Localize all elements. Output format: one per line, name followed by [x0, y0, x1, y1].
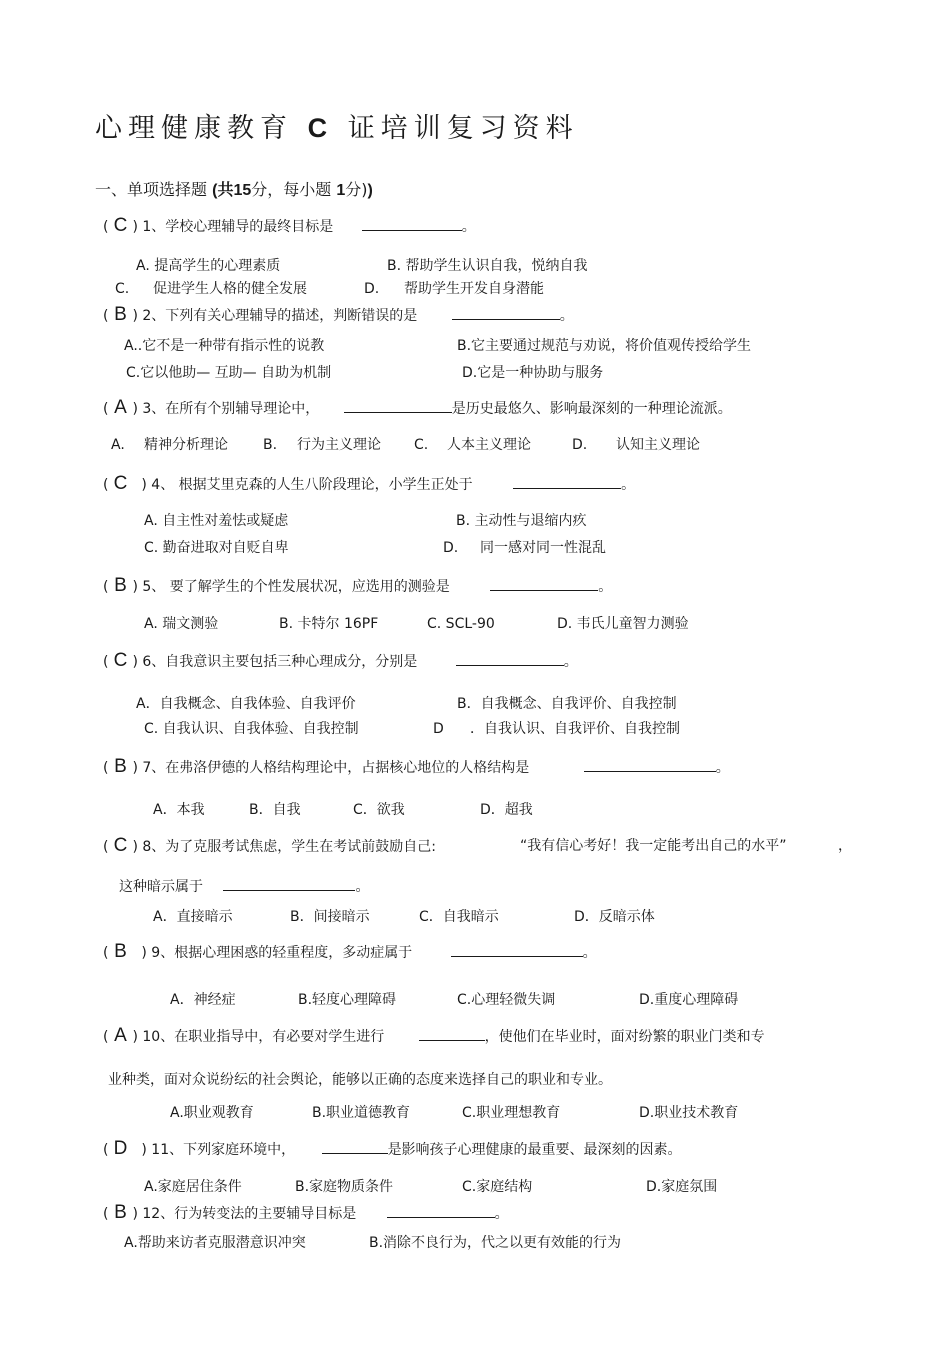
- option-b: B．间接暗示: [290, 909, 370, 925]
- option-b: B. 帮助学生认识自我，悦纳自我: [387, 258, 588, 274]
- answer-blank: [584, 757, 716, 772]
- option-d: ．自我认识、自我评价、自我控制: [470, 721, 680, 737]
- option-b: B．自我概念、自我评价、自我控制: [457, 696, 677, 712]
- section-count: 15: [233, 182, 252, 199]
- question-8-continued: [119, 876, 369, 897]
- answer-blank: [451, 942, 583, 957]
- question-stem-end: 是影响孩子心理健康的最重要、最深刻的因素。: [387, 1142, 682, 1158]
- option-b: B.它主要通过规范与劝说，将价值观传授给学生: [457, 338, 752, 354]
- option-b: 行为主义理论: [297, 437, 381, 453]
- question-stem: 7、在弗洛伊德的人格结构理论中，占据核心地位的人格结构是: [142, 760, 530, 776]
- option-d: D.职业技术教育: [639, 1105, 739, 1121]
- section-detail: (共: [212, 182, 234, 199]
- question-stem: 11、下列家庭环境中，: [151, 1142, 296, 1158]
- question-stem: 4、 根据艾里克森的人生八阶段理论，小学生正处于: [151, 477, 473, 493]
- option-a: A．本我: [153, 802, 205, 818]
- option-d: D.它是一种协助与服务: [462, 365, 604, 381]
- option-a: A. 自主性对羞怯或疑虑: [144, 513, 289, 529]
- answer-letter: A: [114, 397, 127, 418]
- question-stem: 6、自我意识主要包括三种心理成分，分别是: [142, 654, 418, 670]
- option-a: A.职业观教育: [170, 1105, 254, 1121]
- question-stem: 这种暗示属于: [119, 879, 203, 895]
- question-stem-end: 。: [355, 879, 370, 895]
- question-stem-end: 。: [559, 308, 574, 324]
- answer-letter: C: [113, 473, 128, 494]
- question-comma: ，: [838, 838, 852, 854]
- question-stem-end: 是历史最悠久、影响最深刻的一种理论流派。: [451, 401, 732, 417]
- question-8: ( C ) 8、为了克服考试焦虑，学生在考试前鼓励自己:: [103, 835, 437, 856]
- answer-letter: C: [113, 650, 128, 671]
- option-c-letter: C.: [115, 281, 130, 297]
- option-a: A．直接暗示: [153, 909, 233, 925]
- answer-blank: [513, 474, 621, 489]
- option-d-letter: D.: [443, 540, 459, 556]
- answer-blank: [223, 876, 355, 891]
- question-stem-end: 。: [582, 945, 597, 961]
- question-12: ( B ) 12、行为转变法的主要辅导目标是 。: [103, 1202, 509, 1223]
- question-2: ( B ) 2、下列有关心理辅导的描述，判断错误的是 。: [103, 304, 574, 325]
- answer-letter: B: [114, 1202, 127, 1223]
- option-d-letter: D.: [364, 281, 380, 297]
- title-suffix: 证培训复习资料: [347, 113, 579, 144]
- option-b: B.家庭物质条件: [295, 1179, 394, 1195]
- answer-blank: [344, 398, 452, 413]
- section-label: 一、单项选择题: [95, 180, 208, 199]
- question-stem-end: 。: [494, 1206, 509, 1222]
- question-quote: “我有信心考好！我一定能考出自己的水平”: [520, 838, 787, 854]
- option-a: A．神经症: [170, 992, 236, 1008]
- option-a: A. 提高学生的心理素质: [136, 258, 281, 274]
- option-a: A. 瑞文测验: [144, 616, 219, 632]
- option-c: C．欲我: [353, 802, 405, 818]
- option-c: C. SCL-90: [427, 616, 495, 632]
- answer-letter: B: [114, 304, 127, 325]
- answer-blank: [456, 651, 564, 666]
- question-9: ( B ) 9、根据心理困惑的轻重程度，多动症属于 。: [103, 941, 597, 962]
- answer-blank: [387, 1203, 495, 1218]
- option-c: C.它以他助— 互助— 自助为机制: [126, 365, 332, 381]
- answer-letter: C: [113, 835, 128, 856]
- option-d: 帮助学生开发自身潜能: [404, 281, 544, 297]
- option-a: A..它不是一种带有指示性的说教: [124, 338, 325, 354]
- section-detail: 分，每小题: [251, 180, 332, 199]
- page-title: [95, 106, 579, 145]
- option-c: C. 自我认识、自我体验、自我控制: [144, 721, 359, 737]
- option-b-letter: B.: [263, 437, 278, 453]
- question-stem: 9、根据心理困惑的轻重程度，多动症属于: [151, 945, 413, 961]
- question-stem: 5、 要了解学生的个性发展状况，应选用的测验是: [142, 579, 450, 595]
- option-b: B.职业道德教育: [312, 1105, 411, 1121]
- question-stem: 1、学校心理辅导的最终目标是: [142, 219, 334, 235]
- answer-blank: [452, 305, 560, 320]
- option-d: D.家庭氛围: [646, 1179, 718, 1195]
- question-stem-end: 。: [461, 219, 476, 235]
- option-a: 精神分析理论: [144, 437, 228, 453]
- question-stem: 10、在职业指导中，有必要对学生进行: [142, 1029, 385, 1045]
- question-stem: 12、行为转变法的主要辅导目标是: [142, 1206, 357, 1222]
- question-stem: 2、下列有关心理辅导的描述，判断错误的是: [142, 308, 418, 324]
- option-c: C.职业理想教育: [462, 1105, 561, 1121]
- question-6: ( C ) 6、自我意识主要包括三种心理成分，分别是 。: [103, 650, 578, 671]
- option-d: D．超我: [480, 802, 533, 818]
- answer-letter: D: [113, 1138, 128, 1159]
- question-1: ( C ) 1、学校心理辅导的最终目标是 。: [103, 215, 476, 236]
- question-10: ( A ) 10、在职业指导中，有必要对学生进行 ，使他们在毕业时，面对纷繁的职业门类和专: [103, 1025, 765, 1046]
- answer-letter: B: [114, 941, 127, 962]
- section-score: 1: [336, 182, 346, 199]
- option-c-letter: C.: [414, 437, 429, 453]
- option-b: B.轻度心理障碍: [298, 992, 397, 1008]
- option-d: 认知主义理论: [616, 437, 700, 453]
- question-4: ( C ) 4、 根据艾里克森的人生八阶段理论，小学生正处于 。: [103, 473, 636, 494]
- question-stem-end: 。: [598, 579, 613, 595]
- option-c: C.心理轻微失调: [457, 992, 556, 1008]
- question-3: ( A ) 3、在所有个别辅导理论中， 是历史最悠久、影响最深刻的一种理论流派。: [103, 397, 732, 418]
- option-d-letter: D.: [572, 437, 588, 453]
- answer-letter: A: [114, 1025, 127, 1046]
- answer-letter: B: [114, 756, 127, 777]
- question-5: ( B ) 5、 要了解学生的个性发展状况，应选用的测验是 。: [103, 575, 613, 596]
- option-a: A．自我概念、自我体验、自我评价: [136, 696, 356, 712]
- option-c: C. 勤奋进取对自贬自卑: [144, 540, 289, 556]
- question-stem-end: ，使他们在毕业时，面对纷繁的职业门类和专: [484, 1029, 765, 1045]
- option-a: A.帮助来访者克服潜意识冲突: [124, 1235, 306, 1251]
- section-detail: 分): [345, 180, 368, 199]
- answer-blank: [419, 1026, 485, 1041]
- option-d: D.重度心理障碍: [639, 992, 739, 1008]
- question-stem-end: 。: [621, 477, 636, 493]
- option-a-letter: A.: [111, 437, 125, 453]
- question-7: ( B ) 7、在弗洛伊德的人格结构理论中，占据核心地位的人格结构是 。: [103, 756, 730, 777]
- question-stem: 8、为了克服考试焦虑，学生在考试前鼓励自己:: [142, 839, 437, 855]
- option-b: B．自我: [249, 802, 301, 818]
- option-d: D. 韦氏儿童智力测验: [557, 616, 689, 632]
- answer-blank: [322, 1139, 388, 1154]
- answer-blank: [362, 216, 462, 231]
- question-11: ( D ) 11、下列家庭环境中， 是影响孩子心理健康的最重要、最深刻的因素。: [103, 1138, 682, 1159]
- option-d: 同一感对同一性混乱: [480, 540, 606, 556]
- question-10-continued: 业种类，面对众说纷纭的社会舆论，能够以正确的态度来选择自己的职业和专业。: [108, 1072, 612, 1088]
- option-c: C．自我暗示: [419, 909, 499, 925]
- option-b: B. 卡特尔 16PF: [279, 616, 379, 632]
- answer-letter: B: [114, 575, 127, 596]
- question-stem-end: 。: [563, 654, 578, 670]
- option-c: 人本主义理论: [447, 437, 531, 453]
- question-stem-end: 。: [715, 760, 730, 776]
- option-c: C.家庭结构: [462, 1179, 533, 1195]
- option-b: B. 主动性与退缩内疚: [456, 513, 587, 529]
- option-c: 促进学生人格的健全发展: [153, 281, 307, 297]
- option-b: B.消除不良行为，代之以更有效能的行为: [369, 1235, 622, 1251]
- question-stem: 3、在所有个别辅导理论中，: [142, 401, 320, 417]
- answer-blank: [490, 576, 598, 591]
- section-heading: 一、单项选择题 (共15分，每小题 1分)): [95, 180, 373, 199]
- option-d-letter: D: [433, 721, 444, 737]
- answer-letter: C: [113, 215, 128, 236]
- option-a: A.家庭居住条件: [144, 1179, 242, 1195]
- title-prefix: 心理健康教育: [95, 113, 293, 144]
- option-d: D．反暗示体: [574, 909, 655, 925]
- title-bold: C: [307, 113, 334, 143]
